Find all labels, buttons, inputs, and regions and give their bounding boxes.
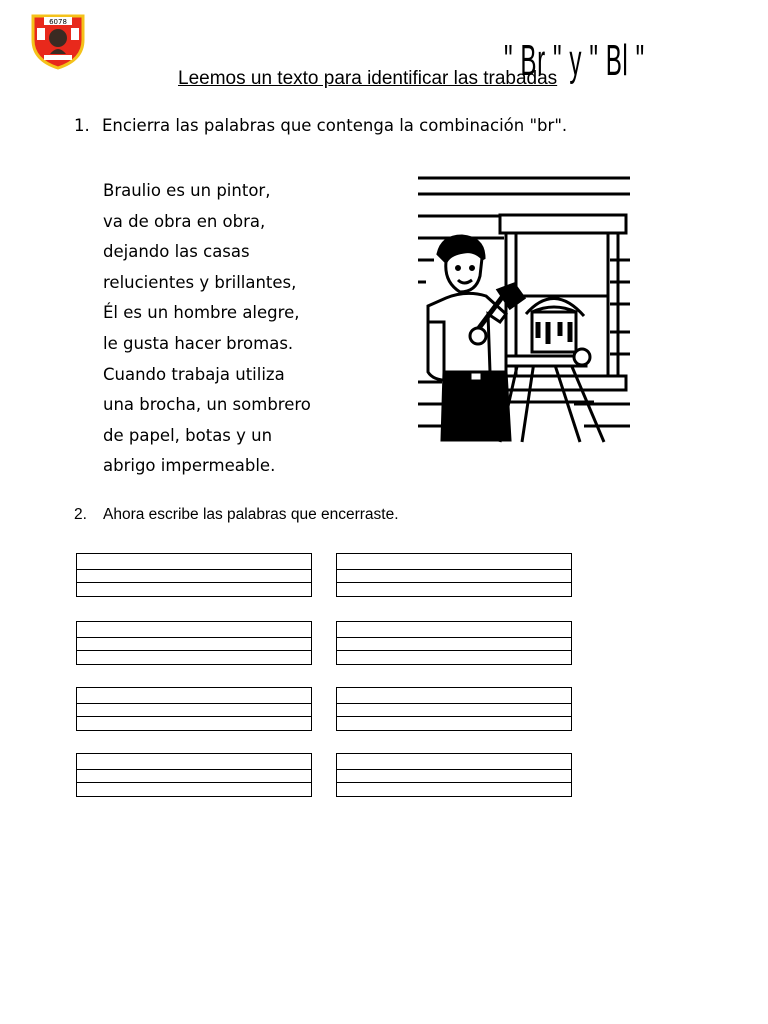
poem-line: abrigo impermeable. (103, 456, 276, 476)
poem-line: una brocha, un sombrero (103, 395, 311, 415)
question-1 (74, 116, 567, 135)
writing-box-6[interactable] (336, 687, 572, 731)
writing-box-7[interactable] (76, 753, 312, 797)
svg-text:6078: 6078 (49, 18, 67, 26)
question-2-text: Ahora escribe las palabras que encerraste. (103, 506, 399, 523)
poem-line: Él es un hombre alegre, (103, 303, 300, 323)
writing-box-4[interactable] (336, 621, 572, 665)
poem-line: Braulio es un pintor, (103, 181, 271, 200)
writing-box-3[interactable] (76, 621, 312, 665)
poem-line: va de obra en obra, (103, 211, 266, 231)
question-2-number: 2. (74, 506, 87, 523)
poem-text (103, 176, 311, 482)
poem-line: dejando las casas (103, 242, 250, 262)
question-1-number: 1. (74, 116, 90, 135)
poem-line: de papel, botas y un (103, 425, 273, 445)
page-heading: " Br " y " Bl " (504, 36, 645, 85)
writing-box-8[interactable] (336, 753, 572, 797)
poem-line: relucientes y brillantes, (103, 272, 297, 292)
writing-box-5[interactable] (76, 687, 312, 731)
school-crest-icon (28, 10, 88, 70)
writing-box-2[interactable] (336, 553, 572, 597)
question-1-text: Encierra las palabras que contenga la combinación "br". (102, 116, 568, 135)
question-2 (74, 506, 399, 524)
poem-line: Cuando trabaja utiliza (103, 364, 285, 384)
poem-line: le gusta hacer bromas. (103, 333, 294, 353)
page-subtitle: Leemos un texto para identificar las trabadas (178, 68, 558, 89)
writing-box-1[interactable] (76, 553, 312, 597)
painter-illustration-icon (414, 172, 634, 444)
